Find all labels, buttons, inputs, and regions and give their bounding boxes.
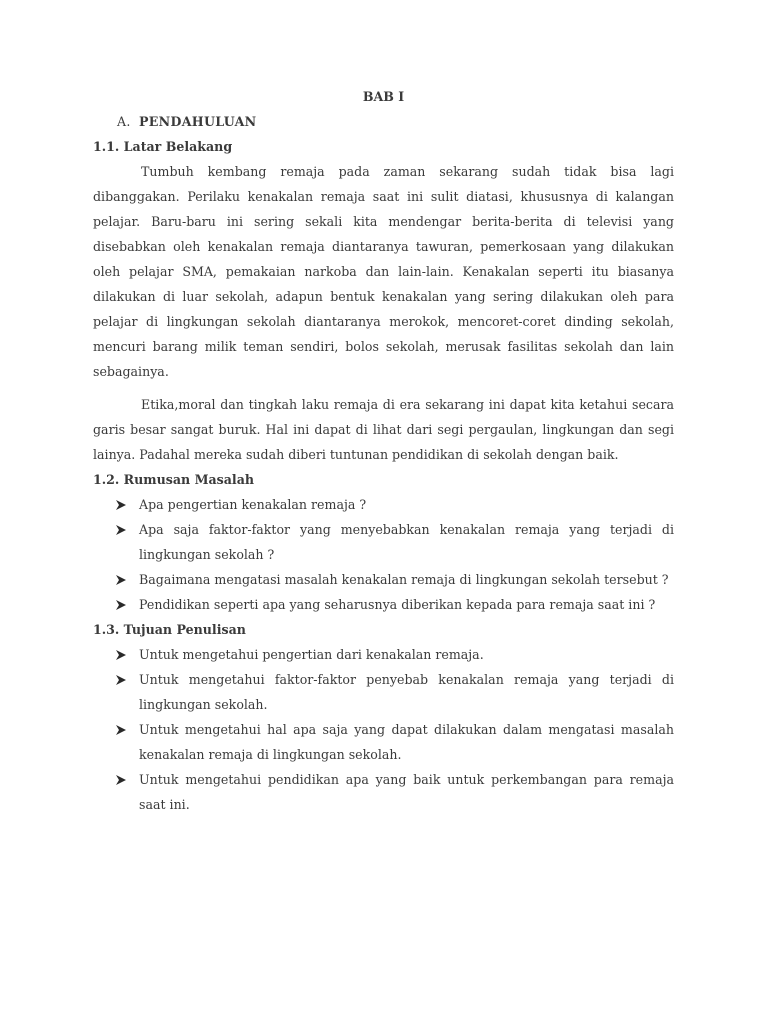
list-item-text: Apa pengertian kenakalan remaja ? <box>139 497 367 512</box>
tujuan-list <box>93 642 674 817</box>
list-item <box>139 567 674 592</box>
arrow-bullet-icon <box>115 592 129 617</box>
arrow-bullet-icon <box>115 492 129 517</box>
arrow-bullet-icon <box>115 767 129 792</box>
list-item-text: Untuk mengetahui pengertian dari kenakalan remaja. <box>139 647 484 662</box>
section-marker: A. <box>117 114 131 129</box>
list-item-text: Apa saja faktor-faktor yang menyebabkan kenakalan remaja yang terjadi di lingkungan sekolah ? <box>139 522 674 562</box>
list-item-text: Untuk mengetahui pendidikan apa yang baik untuk perkembangan para remaja saat ini. <box>139 772 674 812</box>
arrow-bullet-icon <box>115 667 129 692</box>
paragraph-spacer <box>93 384 674 392</box>
arrow-bullet-icon <box>115 517 129 542</box>
document-body <box>93 84 674 817</box>
paragraph: Tumbuh kembang remaja pada zaman sekarang sudah tidak bisa lagi dibanggakan. Perilaku kenakalan remaja saat ini sulit diatasi, khususnya di kalangan pelajar. Baru-baru ini sering sekali kita mendengar berita-berita di televisi yang disebabkan oleh kenakalan remaja diantaranya tawuran, pemerkosaan yang dilakukan oleh pelajar SMA, pemakaian narkoba dan lain-lain. Kenakalan seperti itu biasanya dilakukan di luar sekolah, adapun bentuk kenakalan yang sering dilakukan oleh para pelajar di lingkungan sekolah diantaranya merokok, mencoret-coret dinding sekolah, mencuri barang milik teman sendiri, bolos sekolah, merusak fasilitas sekolah dan lain sebagainya. <box>93 164 674 379</box>
chapter-title: BAB I <box>362 89 405 104</box>
list-item <box>139 517 674 567</box>
list-item <box>139 717 674 767</box>
list-item <box>139 667 674 717</box>
subheading-latar-belakang: 1.1. Latar Belakang <box>93 139 233 154</box>
list-item-text: Untuk mengetahui faktor-faktor penyebab kenakalan remaja yang terjadi di lingkungan sekolah. <box>139 672 674 712</box>
arrow-bullet-icon <box>115 567 129 592</box>
subheading-rumusan-masalah: 1.2. Rumusan Masalah <box>93 472 255 487</box>
list-item <box>139 642 674 667</box>
list-item-text: Pendidikan seperti apa yang seharusnya diberikan kepada para remaja saat ini ? <box>139 597 656 612</box>
list-item <box>139 592 674 617</box>
list-item-text: Bagaimana mengatasi masalah kenakalan remaja di lingkungan sekolah tersebut ? <box>139 572 669 587</box>
list-item <box>139 767 674 817</box>
section-title: PENDAHULUAN <box>139 114 257 129</box>
subheading-tujuan-penulisan: 1.3. Tujuan Penulisan <box>93 622 246 637</box>
list-item <box>139 492 674 517</box>
rumusan-list <box>93 492 674 617</box>
arrow-bullet-icon <box>115 717 129 742</box>
paragraph: Etika,moral dan tingkah laku remaja di era sekarang ini dapat kita ketahui secara garis besar sangat buruk. Hal ini dapat di lihat dari segi pergaulan, lingkungan dan segi lainya. Padahal mereka sudah diberi tuntunan pendidikan di sekolah dengan baik. <box>93 397 674 462</box>
list-item-text: Untuk mengetahui hal apa saja yang dapat dilakukan dalam mengatasi masalah kenakalan remaja di lingkungan sekolah. <box>139 722 674 762</box>
section-heading <box>93 109 674 134</box>
arrow-bullet-icon <box>115 642 129 667</box>
